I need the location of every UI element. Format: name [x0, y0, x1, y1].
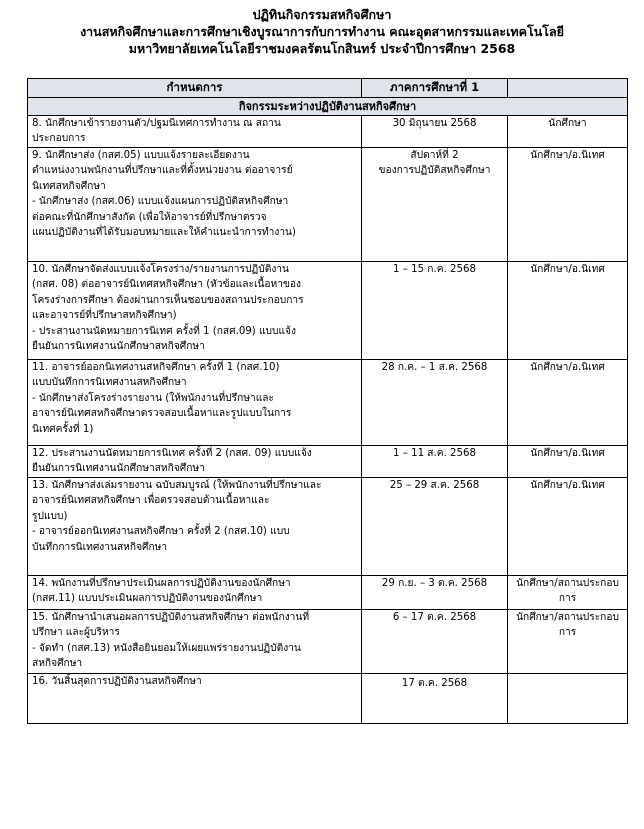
activity-line: - จัดทำ (กสศ.13) หนังสือยินยอมให้เผยแพร่รายงานปฏิบัติงาน [32, 642, 301, 654]
activity-line: (กสศ.11) แบบประเมินผลการปฏิบัติงานของนักศึกษา [32, 593, 263, 605]
activity-line: บันทึกการนิเทศงานสหกิจศึกษา [32, 541, 168, 553]
activity-line: 12. ประสานงานนัดหมายการนิเทศ ครั้งที่ 2 (กสศ. 09) แบบแจ้ง [32, 448, 312, 459]
activity-line: อาจารย์นิเทศสหกิจศึกษาตรวจสอบเนื้อหาและรูปแบบในการ [32, 408, 292, 420]
activity-cell [28, 610, 362, 674]
table-row [28, 576, 628, 610]
date-cell [362, 116, 508, 148]
activity-cell [28, 262, 362, 360]
activity-line: ตำแหน่งงานพนักงานที่ปรึกษาและที่ตั้งหน่วยงาน ต่ออาจารย์ [32, 165, 293, 177]
table-row [28, 116, 628, 148]
section-row [28, 98, 628, 116]
date-cell [362, 446, 508, 478]
table-row [28, 610, 628, 674]
responsible-cell: นักศึกษา/อ.นิเทศ [508, 446, 628, 478]
activity-cell [28, 148, 362, 262]
activity-line: - อาจารย์ออกนิเทศงานสหกิจศึกษา ครั้งที่ 2 (กสศ.10) แบบ [32, 526, 290, 538]
date-line: 28 ก.ค. – 1 ส.ค. 2568 [381, 362, 488, 373]
section-title: กิจกรรมระหว่างปฏิบัติงานสหกิจศึกษา [28, 98, 628, 116]
activity-line: - ประสานงานนัดหมายการนิเทศ ครั้งที่ 1 (กสศ.09) แบบแจ้ง [32, 325, 296, 337]
date-line: 6 – 17 ต.ค. 2568 [392, 612, 477, 623]
header-activity: กำหนดการ [28, 79, 362, 98]
activity-line: โครงร่างการศึกษา ต้องผ่านการเห็นชอบของสถานประกอบการ [32, 294, 304, 306]
table-header-row [28, 79, 628, 98]
activity-line: 10. นักศึกษาจัดส่งแบบแจ้งโครงร่าง/รายงานการปฏิบัติงาน [32, 264, 289, 275]
responsible-cell [508, 674, 628, 724]
table-row [28, 148, 628, 262]
activity-line: 16. วันสิ้นสุดการปฏิบัติงานสหกิจศึกษา [32, 676, 202, 687]
document-title: ปฏิทินกิจกรรมสหกิจศึกษา [252, 7, 392, 22]
activity-line: 9. นักศึกษาส่ง (กสศ.05) แบบแจ้งรายละเอียดงาน [32, 150, 250, 161]
activity-cell [28, 360, 362, 446]
date-line: 1 – 11 ส.ค. 2568 [393, 448, 476, 459]
activity-line: ยืนยันการนิเทศงานนักศึกษาสหกิจศึกษา [32, 341, 205, 353]
date-line: ของการปฏิบัติสหกิจศึกษา [378, 165, 491, 177]
activity-line: 11. อาจารย์ออกนิเทศงานสหกิจศึกษา ครั้งที่ 1 (กสศ.10) [32, 362, 280, 373]
date-cell [362, 610, 508, 674]
date-cell [362, 262, 508, 360]
activity-line: 13. นักศึกษาส่งเล่มรายงาน ฉบับสมบูรณ์ (ให้พนักงานที่ปรึกษาและ [32, 480, 322, 491]
responsible-cell: นักศึกษา [508, 116, 628, 148]
responsible-cell: นักศึกษา/สถานประกอบการ [508, 576, 628, 610]
table-row [28, 446, 628, 478]
activity-line: นิเทศครั้งที่ 1) [32, 423, 94, 435]
activity-line: นิเทศสหกิจศึกษา [32, 180, 106, 192]
responsible-cell: นักศึกษา/อ.นิเทศ [508, 262, 628, 360]
document-subtitle-department: งานสหกิจศึกษาและการศึกษาเชิงบูรณาการกับการทำงาน คณะอุตสาหกรรมและเทคโนโลยี [80, 24, 564, 39]
activity-line: 8. นักศึกษาเข้ารายงานตัว/ปฐมนิเทศการทำงาน ณ สถาน [32, 118, 281, 129]
activity-line: 14. พนักงานที่ปรึกษาประเมินผลการปฏิบัติงานของนักศึกษา [32, 578, 291, 589]
activity-line: และอาจารย์ที่ปรึกษาสหกิจศึกษา) [32, 310, 177, 322]
activity-line: รูปแบบ) [32, 510, 68, 522]
date-cell [362, 360, 508, 446]
date-cell [362, 576, 508, 610]
activity-line: (กสศ. 08) ต่ออาจารย์นิเทศสหกิจศึกษา (หัวข้อและเนื้อหาของ [32, 279, 302, 291]
activity-line: ประกอบการ [32, 133, 86, 145]
table-row [28, 360, 628, 446]
activity-line: - นักศึกษาส่งโครงร่างรายงาน (ให้พนักงานที่ปรึกษาและ [32, 392, 274, 404]
activity-line: 15. นักศึกษานำเสนอผลการปฏิบัติงานสหกิจศึกษา ต่อพนักงานที่ [32, 612, 310, 623]
date-line: 30 มิถุนายน 2568 [392, 118, 477, 129]
activity-cell [28, 478, 362, 576]
header-responsible [508, 79, 628, 98]
table-row [28, 478, 628, 576]
document-subtitle-university: มหาวิทยาลัยเทคโนโลยีราชมงคลรัตนโกสินทร์ ประจำปีการศึกษา 2568 [128, 41, 516, 56]
activity-line: ยืนยันการนิเทศงานนักศึกษาสหกิจศึกษา [32, 463, 205, 475]
table-row [28, 674, 628, 724]
activity-line: ปรึกษา และผู้บริหาร [32, 627, 120, 639]
activity-cell [28, 576, 362, 610]
responsible-cell: นักศึกษา/อ.นิเทศ [508, 478, 628, 576]
table-row [28, 262, 628, 360]
date-cell [362, 148, 508, 262]
activity-line: - นักศึกษาส่ง (กสศ.06) แบบแจ้งแผนการปฏิบัติสหกิจศึกษา [32, 196, 289, 208]
activity-line: แบบบันทึกการนิเทศงานสหกิจศึกษา [32, 377, 187, 389]
activity-line: อาจารย์นิเทศสหกิจศึกษา เพื่อตรวจสอบด้านเนื้อหาและ [32, 495, 270, 507]
date-line: 29 ก.ย. – 3 ต.ค. 2568 [381, 578, 488, 589]
date-line: 17 ต.ค. 2568 [401, 678, 468, 689]
date-line: สัปดาห์ที่ 2 [410, 150, 459, 161]
header-semester: ภาคการศึกษาที่ 1 [362, 79, 508, 98]
activity-line: ต่อคณะที่นักศึกษาสังกัด (เพื่อให้อาจารย์ที่ปรึกษาตรวจ [32, 211, 267, 223]
title-block [0, 0, 644, 57]
activity-line: แผนปฏิบัติงานที่ได้รับมอบหมายและให้คำแนะนำการทำงาน) [32, 227, 296, 239]
date-cell [362, 674, 508, 724]
responsible-cell: นักศึกษา/สถานประกอบการ [508, 610, 628, 674]
date-cell [362, 478, 508, 576]
activity-cell [28, 674, 362, 724]
responsible-cell: นักศึกษา/อ.นิเทศ [508, 148, 628, 262]
date-line: 1 – 15 ก.ค. 2568 [393, 264, 476, 275]
activity-cell [28, 116, 362, 148]
date-line: 25 – 29 ส.ค. 2568 [389, 480, 480, 491]
activity-line: สหกิจศึกษา [32, 658, 83, 670]
schedule-table [27, 78, 628, 724]
responsible-cell: นักศึกษา/อ.นิเทศ [508, 360, 628, 446]
activity-cell [28, 446, 362, 478]
